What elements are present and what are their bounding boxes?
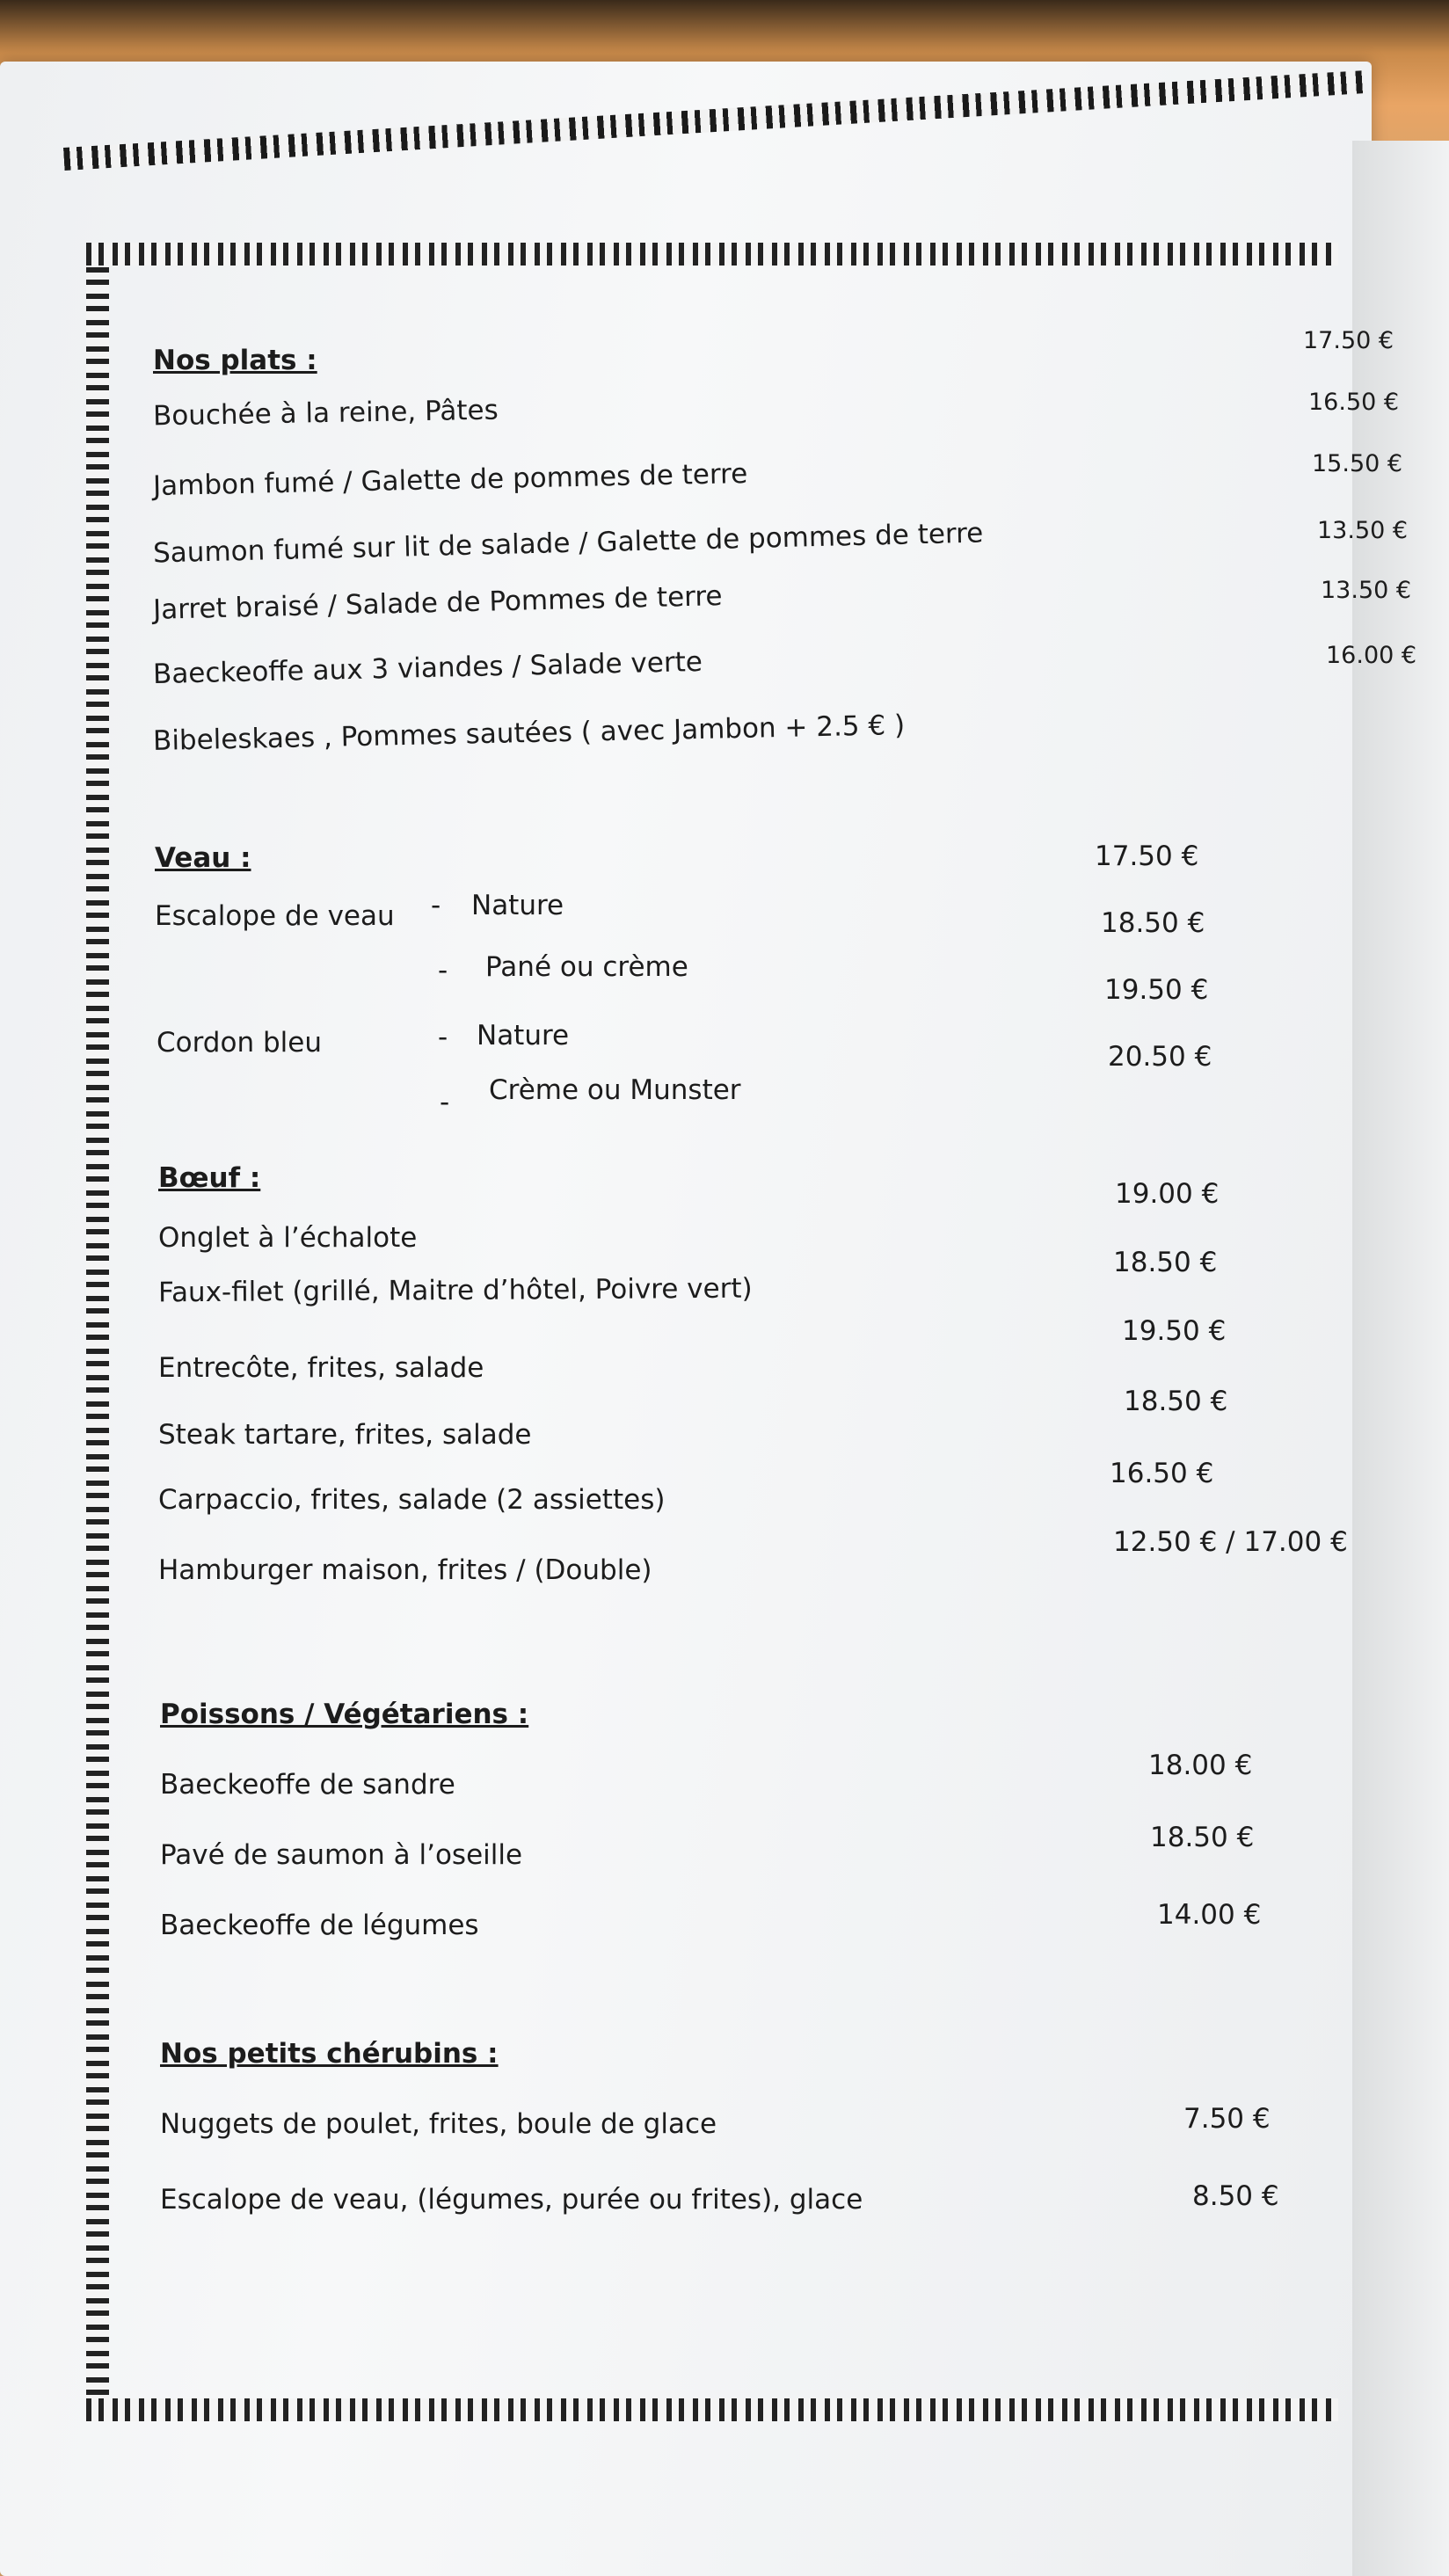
menu-item-price: 19.50 € [1104,974,1209,1006]
menu-item-name: Jarret braisé / Salade de Pommes de terre [152,580,723,626]
menu-item-price: 18.00 € [1148,1750,1253,1781]
menu-item-name: Hamburger maison, frites / (Double) [158,1554,652,1586]
menu-item-name: Baeckeoffe de sandre [160,1769,455,1801]
option-dash: - [440,1087,450,1118]
menu-item-name: Baeckeoffe aux 3 viandes / Salade verte [152,645,703,691]
menu-item-price: 19.50 € [1122,1315,1227,1347]
menu-item-name: Bibeleskaes , Pommes sautées ( avec Jambon + 2.5 € ) [152,709,906,757]
option-dash: - [438,1022,448,1053]
option-dash: - [431,890,441,921]
menu-item-price: 17.50 € [1303,327,1394,354]
menu-item-price: 13.50 € [1317,517,1409,544]
menu-item-name: Entrecôte, frites, salade [158,1352,484,1384]
menu-item-price: 16.50 € [1308,389,1400,416]
menu-item-name: Jambon fumé / Galette de pommes de terre [152,457,748,503]
menu-item-name: Pavé de saumon à l’oseille [160,1839,523,1871]
menu-item-price: 12.50 € / 17.00 € [1113,1526,1348,1558]
menu-item-price: 18.50 € [1113,1247,1218,1278]
menu-item-name: Escalope de veau [155,900,395,932]
menu-item-price: 19.00 € [1115,1178,1220,1210]
menu-item-name: Onglet à l’échalote [158,1222,418,1254]
section-title-nos-plats: Nos plats : [153,345,317,376]
menu-item-price: 20.50 € [1108,1041,1212,1073]
menu-item-name: Escalope de veau, (légumes, purée ou frites), glace [160,2184,863,2216]
menu-item-price: 18.50 € [1150,1822,1255,1853]
menu-item-price: 8.50 € [1192,2180,1279,2212]
menu-item-option: Nature [477,1020,570,1052]
menu-item-price: 18.50 € [1124,1386,1228,1417]
menu-item-name: Nuggets de poulet, frites, boule de glace [160,2108,717,2140]
menu-item-price: 15.50 € [1312,450,1403,477]
menu-item-option: Crème ou Munster [489,1074,741,1106]
menu-item-price: 18.50 € [1101,907,1205,939]
option-dash: - [438,955,448,986]
menu-item-name: Carpaccio, frites, salade (2 assiettes) [158,1484,666,1516]
menu-item-price: 16.50 € [1110,1458,1214,1489]
menu-item-price: 16.00 € [1326,642,1417,669]
menu-item-price: 17.50 € [1095,840,1199,872]
menu-item-price: 13.50 € [1321,577,1412,604]
menu-item-price: 14.00 € [1157,1899,1262,1931]
menu-item-name: Baeckeoffe de légumes [160,1910,479,1941]
menu-item-name: Cordon bleu [157,1027,322,1059]
menu-item-name: Saumon fumé sur lit de salade / Galette de pommes de terre [152,517,984,570]
section-title-boeuf: Bœuf : [158,1162,261,1194]
section-title-veau: Veau : [155,842,251,874]
section-title-poissons: Poissons / Végétariens : [160,1699,529,1730]
menu-item-option: Pané ou crème [485,951,688,983]
menu-item-price: 7.50 € [1183,2103,1271,2135]
menu-item-name: Bouchée à la reine, Pâtes [152,394,499,433]
menu-item-option: Nature [471,890,564,921]
section-title-cherubins: Nos petits chérubins : [160,2038,499,2070]
menu-item-name: Steak tartare, frites, salade [158,1419,532,1451]
menu-item-name: Faux-filet (grillé, Maitre d’hôtel, Poivre vert) [157,1272,753,1309]
